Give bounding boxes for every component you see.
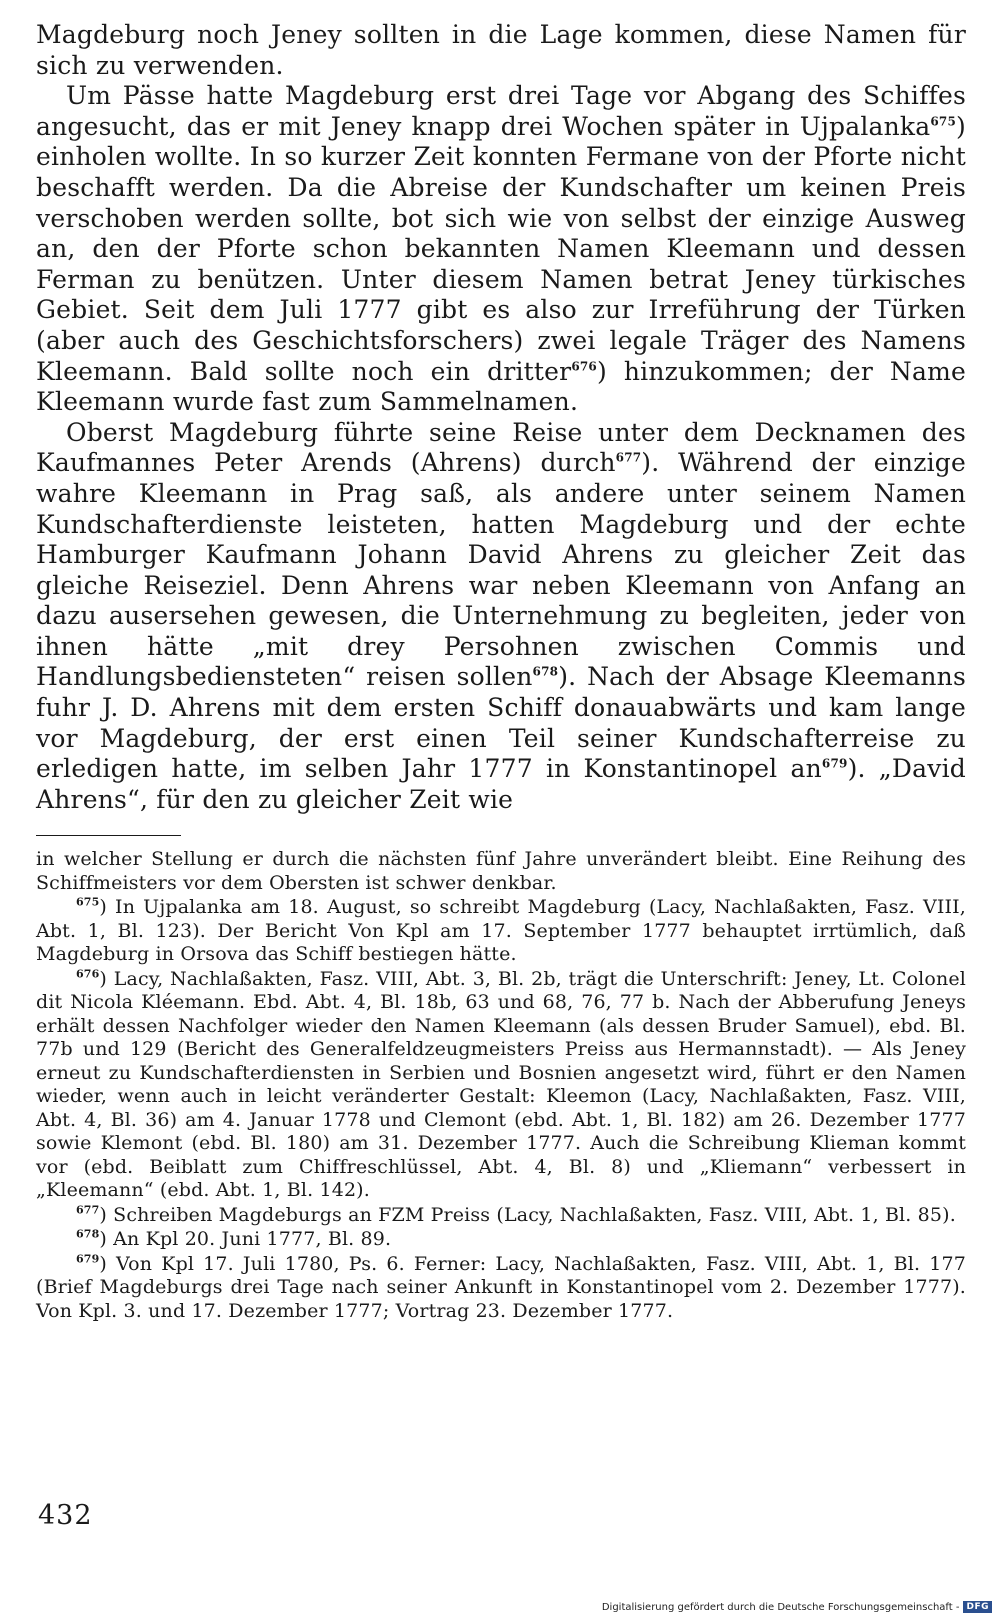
main-text [36,20,966,815]
paragraph-3: Oberst Magdeburg führte seine Reise unter dem Decknamen des Kaufmannes Peter Arends (Ahrens) durch$^{677}$). Während der einzige wahre Kleemann in Prag saß, als andere unter seinem Namen Kundschafterdienste leisteten, hatten Magdeburg und der echte Hamburger Kaufmann Johann David Ahrens zu gleicher Zeit das gleiche Reiseziel. Denn Ahrens war neben Kleemann von Anfang an dazu ausersehen gewesen, die Unternehmung zu begleiten, jeder von ihnen hätte „mit drey Persohnen zwischen Commis und Handlungsbediensteten“ reisen sollen$^{678}$). Nach der Absage Kleemanns fuhr J. D. Ahrens mit dem ersten Schiff donauabwärts und kam lange vor Magdeburg, der erst einen Teil seiner Kundschafterreise zu erledigen hatte, im selben Jahr 1777 in Konstantinopel an$^{679}$). „David Ahrens“, für den zu gleicher Zeit wie [36,417,966,814]
footnote-num-679: 679 [76,1252,100,1266]
footnote-678: $^{678}$) An Kpl 20. Juni 1777, Bl. 89. [76,1228,392,1251]
credit-text: Digitalisierung gefördert durch die Deutsche Forschungsgemeinschaft - [601,1601,960,1613]
footnote-num-678: 678 [76,1228,100,1242]
footnote-679: $^{679}$) Von Kpl 17. Juli 1780, Ps. 6. Ferner: Lacy, Nachlaßakten, Fasz. VIII, Abt. 1, Bl. 177 (Brief Magdeburgs drei Tage nach seiner Ankunft in Konstantinopel vom 2. Dezember 1777). Von Kpl. 3. und 17. Dezember 1777; Vortrag 23. Dezember 1777. [36,1252,966,1322]
footnote-ref-676[interactable]: 676 [571,359,597,374]
paragraph-2: Um Pässe hatte Magdeburg erst drei Tage vor Abgang des Schiffes angesucht, das er mit Jeney knapp drei Wochen später in Ujpalanka$^{675}$) einholen wollte. In so kurzer Zeit konnten Fermane von der Pforte nicht beschafft werden. Da die Abreise der Kundschafter um keinen Preis verschoben werden sollte, bot sich wie von selbst der einzige Ausweg an, den der Pforte schon bekannten Namen Kleemann und dessen Ferman zu benützen. Unter diesem Namen betrat Jeney türkisches Gebiet. Seit dem Juli 1777 gibt es also zur Irreführung der Türken (aber auch des Geschichtsforschers) zwei legale Träger des Namens Kleemann. Bald sollte noch ein dritter$^{676}$) hinzukommen; der Name Kleemann wurde fast zum Sammelnamen. [36,81,967,417]
page-number: 432 [38,1500,93,1531]
footnote-ref-675[interactable]: 675 [930,114,957,129]
footnote-num-675: 675 [76,896,100,910]
paragraph-1: Magdeburg noch Jeney sollten in die Lage kommen, diese Namen für sich zu verwenden. [36,20,966,80]
footnote-ref-678[interactable]: 678 [532,665,559,680]
footnote-676: $^{676}$) Lacy, Nachlaßakten, Fasz. VIII, Abt. 3, Bl. 2b, trägt die Unterschrift: Jeney, Lt. Colonel dit Nicola Kléemann. Ebd. Abt. 4, Bl. 18b, 63 und 68, 76, 77 b. Nach der Abberufung Jeneys erhält dessen Nachfolger wieder den Namen Kleemann (als dessen Bruder Samuel), ebd. Bl. 77b und 129 (Bericht des Generalfeldzeugmeisters Preiss aus Hermannstadt). — Als Jeney erneut zu Kundschafterdiensten in Serbien und Bosnien angesetzt wird, führt er den Namen wieder, wenn auch in leicht veränderter Gestalt: Kleemon (Lacy, Nachlaßakten, Fasz. VIII, Abt. 4, Bl. 36) am 4. Januar 1778 und Clemont (ebd. Abt. 1, Bl. 182) am 26. Dezember 1777 sowie Klemont (ebd. Bl. 180) am 31. Dezember 1777. Auch die Schreibung Klieman kommt vor (ebd. Beiblatt zum Chiffreschlüssel, Abt. 4, Bl. 8) und „Kliemann“ verbessert in „Kleemann“ (ebd. Abt. 1, Bl. 142). [36,967,966,1202]
footnote-ref-677[interactable]: 677 [615,450,642,465]
footnote-continuation: in welcher Stellung er durch die nächsten fünf Jahre unverändert bleibt. Eine Reihung des Schiffmeisters vor dem Obersten ist schwer denkbar. [36,848,966,894]
footnote-num-676: 676 [76,967,100,981]
footnote-675: $^{675}$) In Ujpalanka am 18. August, so schreibt Magdeburg (Lacy, Nachlaßakten, Fasz. VIII, Abt. 1, Bl. 123). Der Bericht Von Kpl am 17. September 1777 behauptet irrtümlich, daß Magdeburg in Orsova das Schiff bestiegen hätte. [36,896,966,966]
footnotes [36,848,966,1323]
footnote-677: $^{677}$) Schreiben Magdeburgs an FZM Preiss (Lacy, Nachlaßakten, Fasz. VIII, Abt. 1, Bl. 85). [76,1203,956,1226]
footnote-divider [36,835,181,836]
footnote-ref-679[interactable]: 679 [821,756,848,771]
dfg-logo-icon: DFG [963,1601,992,1613]
footnote-num-677: 677 [76,1203,100,1217]
page [36,20,966,1323]
digitization-credit [602,1601,992,1613]
